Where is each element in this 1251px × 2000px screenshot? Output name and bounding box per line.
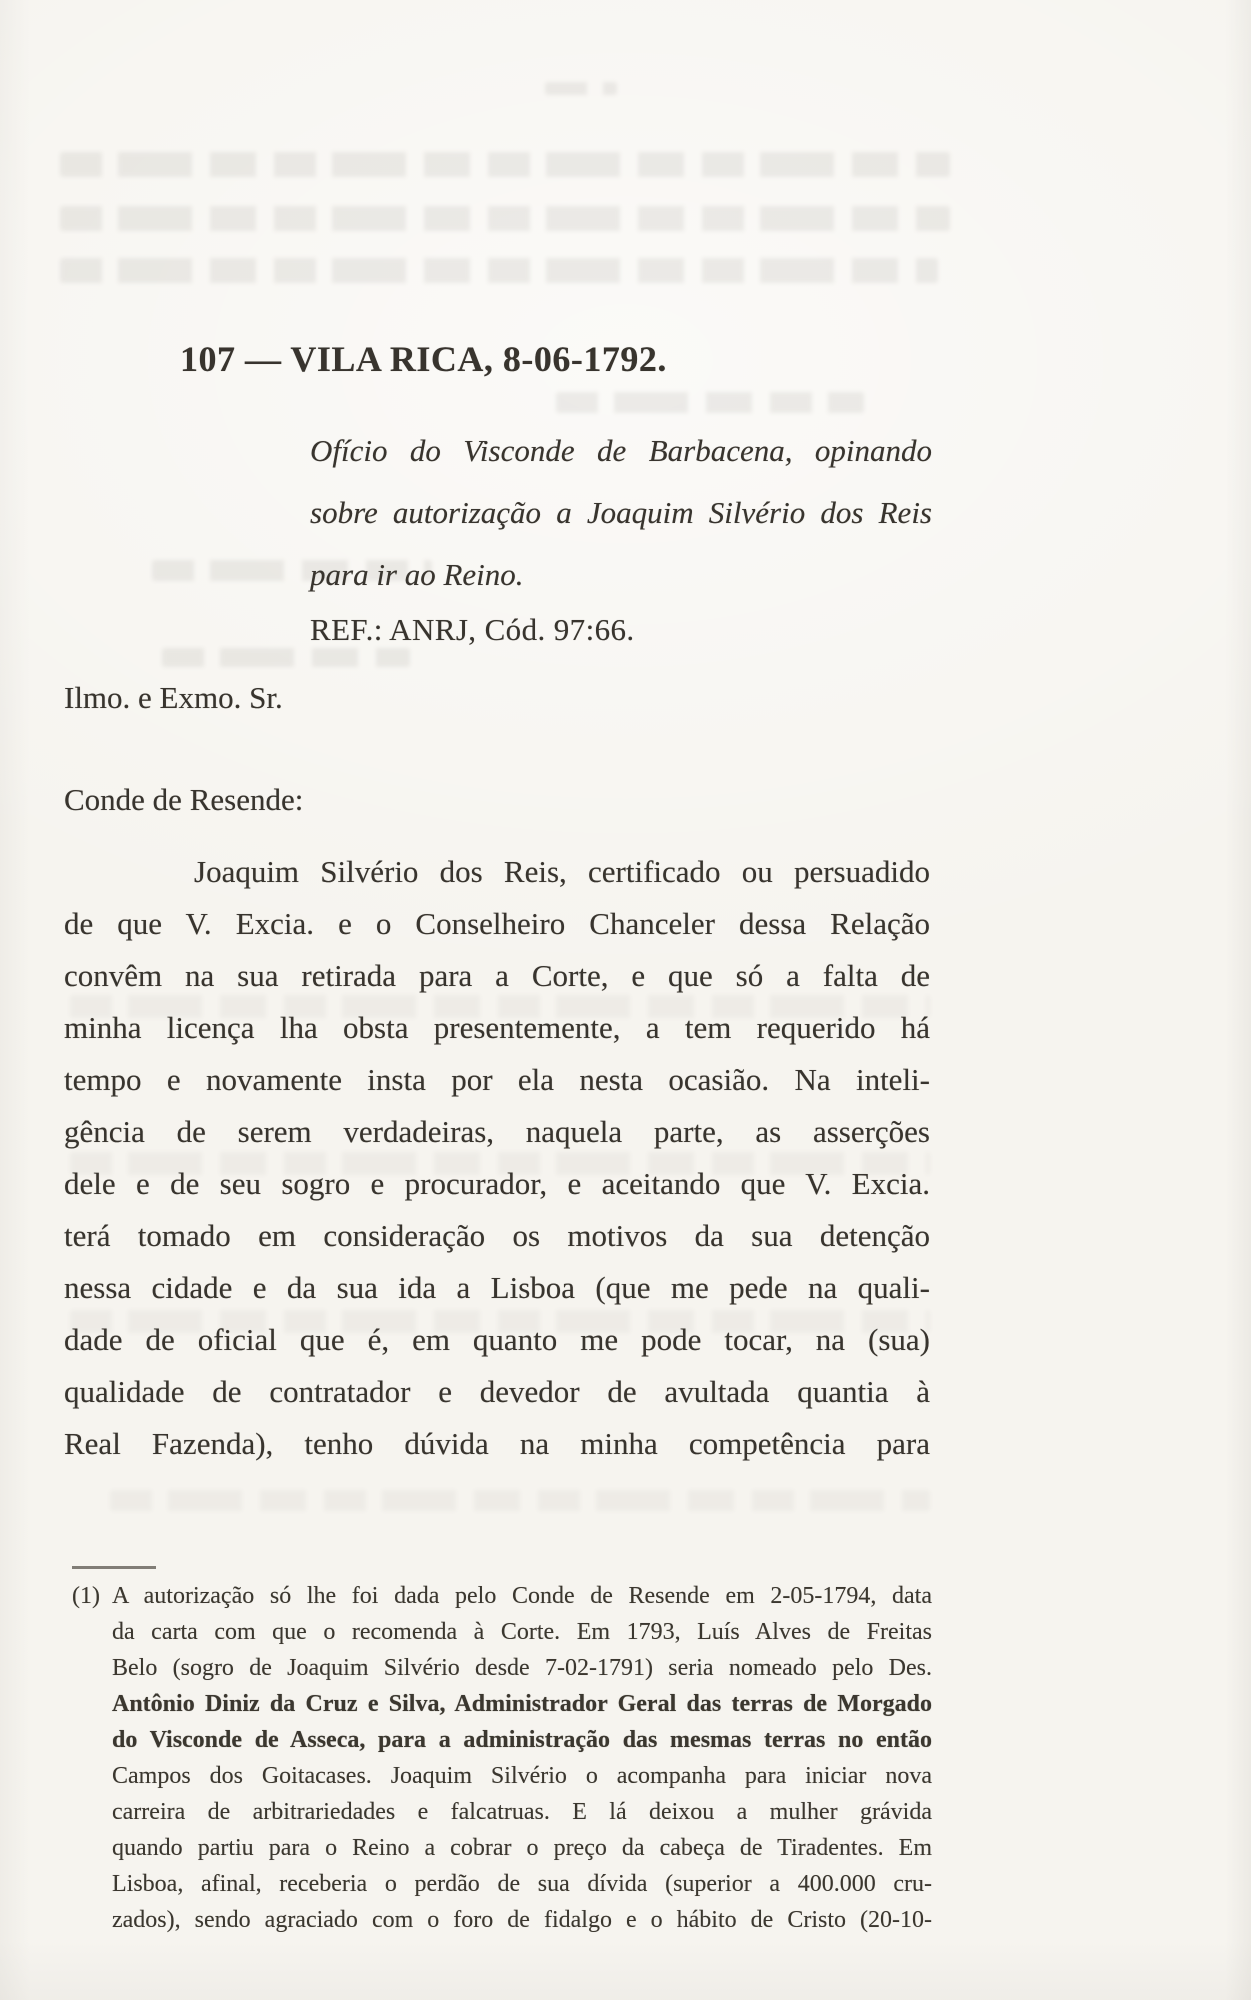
salutation-line: Conde de Resende: bbox=[64, 782, 304, 817]
bleed-through-line bbox=[110, 1490, 930, 1511]
bleed-through-line bbox=[60, 152, 950, 177]
bleed-through-line bbox=[60, 258, 938, 283]
footnote-line: Belo (sogro de Joaquim Silvério desde 7-02-1791) seria nomeado pelo Des. bbox=[112, 1655, 932, 1681]
body-line: minha licença lha obsta presentemente, a tem requerido há bbox=[64, 1010, 930, 1045]
entry-reference: REF.: ANRJ, Cód. 97:66. bbox=[310, 612, 635, 647]
footnote-line: zados), sendo agraciado com o foro de fidalgo e o hábito de Cristo (20-10- bbox=[112, 1907, 932, 1933]
salutation-line: Ilmo. e Exmo. Sr. bbox=[64, 680, 283, 715]
body-line: tempo e novamente insta por ela nesta ocasião. Na inteli- bbox=[64, 1062, 930, 1097]
summary-line: sobre autorização a Joaquim Silvério dos Reis bbox=[310, 495, 932, 530]
letter-body bbox=[64, 846, 930, 1470]
body-line: dade de oficial que é, em quanto me pode tocar, na (sua) bbox=[64, 1322, 930, 1357]
footnote-divider bbox=[72, 1566, 156, 1569]
footnote-line bbox=[72, 1578, 932, 1614]
body-line: convêm na sua retirada para a Corte, e que só a falta de bbox=[64, 958, 930, 993]
footnote-line: da carta com que o recomenda à Corte. Em 1793, Luís Alves de Freitas bbox=[112, 1619, 932, 1645]
footnote-line: do Visconde de Asseca, para a administração das mesmas terras no então bbox=[112, 1727, 932, 1753]
body-line: qualidade de contratador e devedor de avultada quantia à bbox=[64, 1374, 930, 1409]
body-line: Joaquim Silvério dos Reis, certificado ou persuadido bbox=[194, 854, 930, 889]
body-line: dele e de seu sogro e procurador, e aceitando que V. Excia. bbox=[64, 1166, 930, 1201]
bleed-through-line bbox=[162, 648, 410, 667]
footnote-line: quando partiu para o Reino a cobrar o preço da cabeça de Tiradentes. Em bbox=[112, 1835, 932, 1861]
body-line: nessa cidade e da sua ida a Lisboa (que me pede na quali- bbox=[64, 1270, 930, 1305]
bleed-through-line bbox=[60, 206, 950, 231]
bleed-through-line bbox=[556, 392, 864, 413]
body-line: terá tomado em consideração os motivos da sua detenção bbox=[64, 1218, 930, 1253]
footnote-marker: (1) bbox=[72, 1583, 100, 1609]
body-line: de que V. Excia. e o Conselheiro Chanceler dessa Relação bbox=[64, 906, 930, 941]
summary-line: Ofício do Visconde de Barbacena, opinando bbox=[310, 433, 932, 468]
bleed-through-page-number bbox=[545, 82, 617, 95]
summary-line: para ir ao Reino. bbox=[310, 557, 524, 592]
footnote-line: Campos dos Goitacases. Joaquim Silvério o acompanha para iniciar nova bbox=[112, 1763, 932, 1789]
body-line: gência de serem verdadeiras, naquela parte, as asserções bbox=[64, 1114, 930, 1149]
footnote-line: Antônio Diniz da Cruz e Silva, Administrador Geral das terras de Morgado bbox=[112, 1691, 932, 1717]
footnote bbox=[72, 1578, 932, 1938]
entry-heading: 107 — VILA RICA, 8-06-1792. bbox=[180, 339, 667, 379]
footnote-line: Lisboa, afinal, receberia o perdão de sua dívida (superior a 400.000 cru- bbox=[112, 1871, 932, 1897]
entry-summary bbox=[310, 420, 932, 606]
body-line: Real Fazenda), tenho dúvida na minha competência para bbox=[64, 1426, 930, 1461]
footnote-line: carreira de arbitrariedades e falcatruas. E lá deixou a mulher grávida bbox=[112, 1799, 932, 1825]
footnote-text: A autorização só lhe foi dada pelo Conde de Resende em 2-05-1794, data bbox=[112, 1583, 932, 1609]
